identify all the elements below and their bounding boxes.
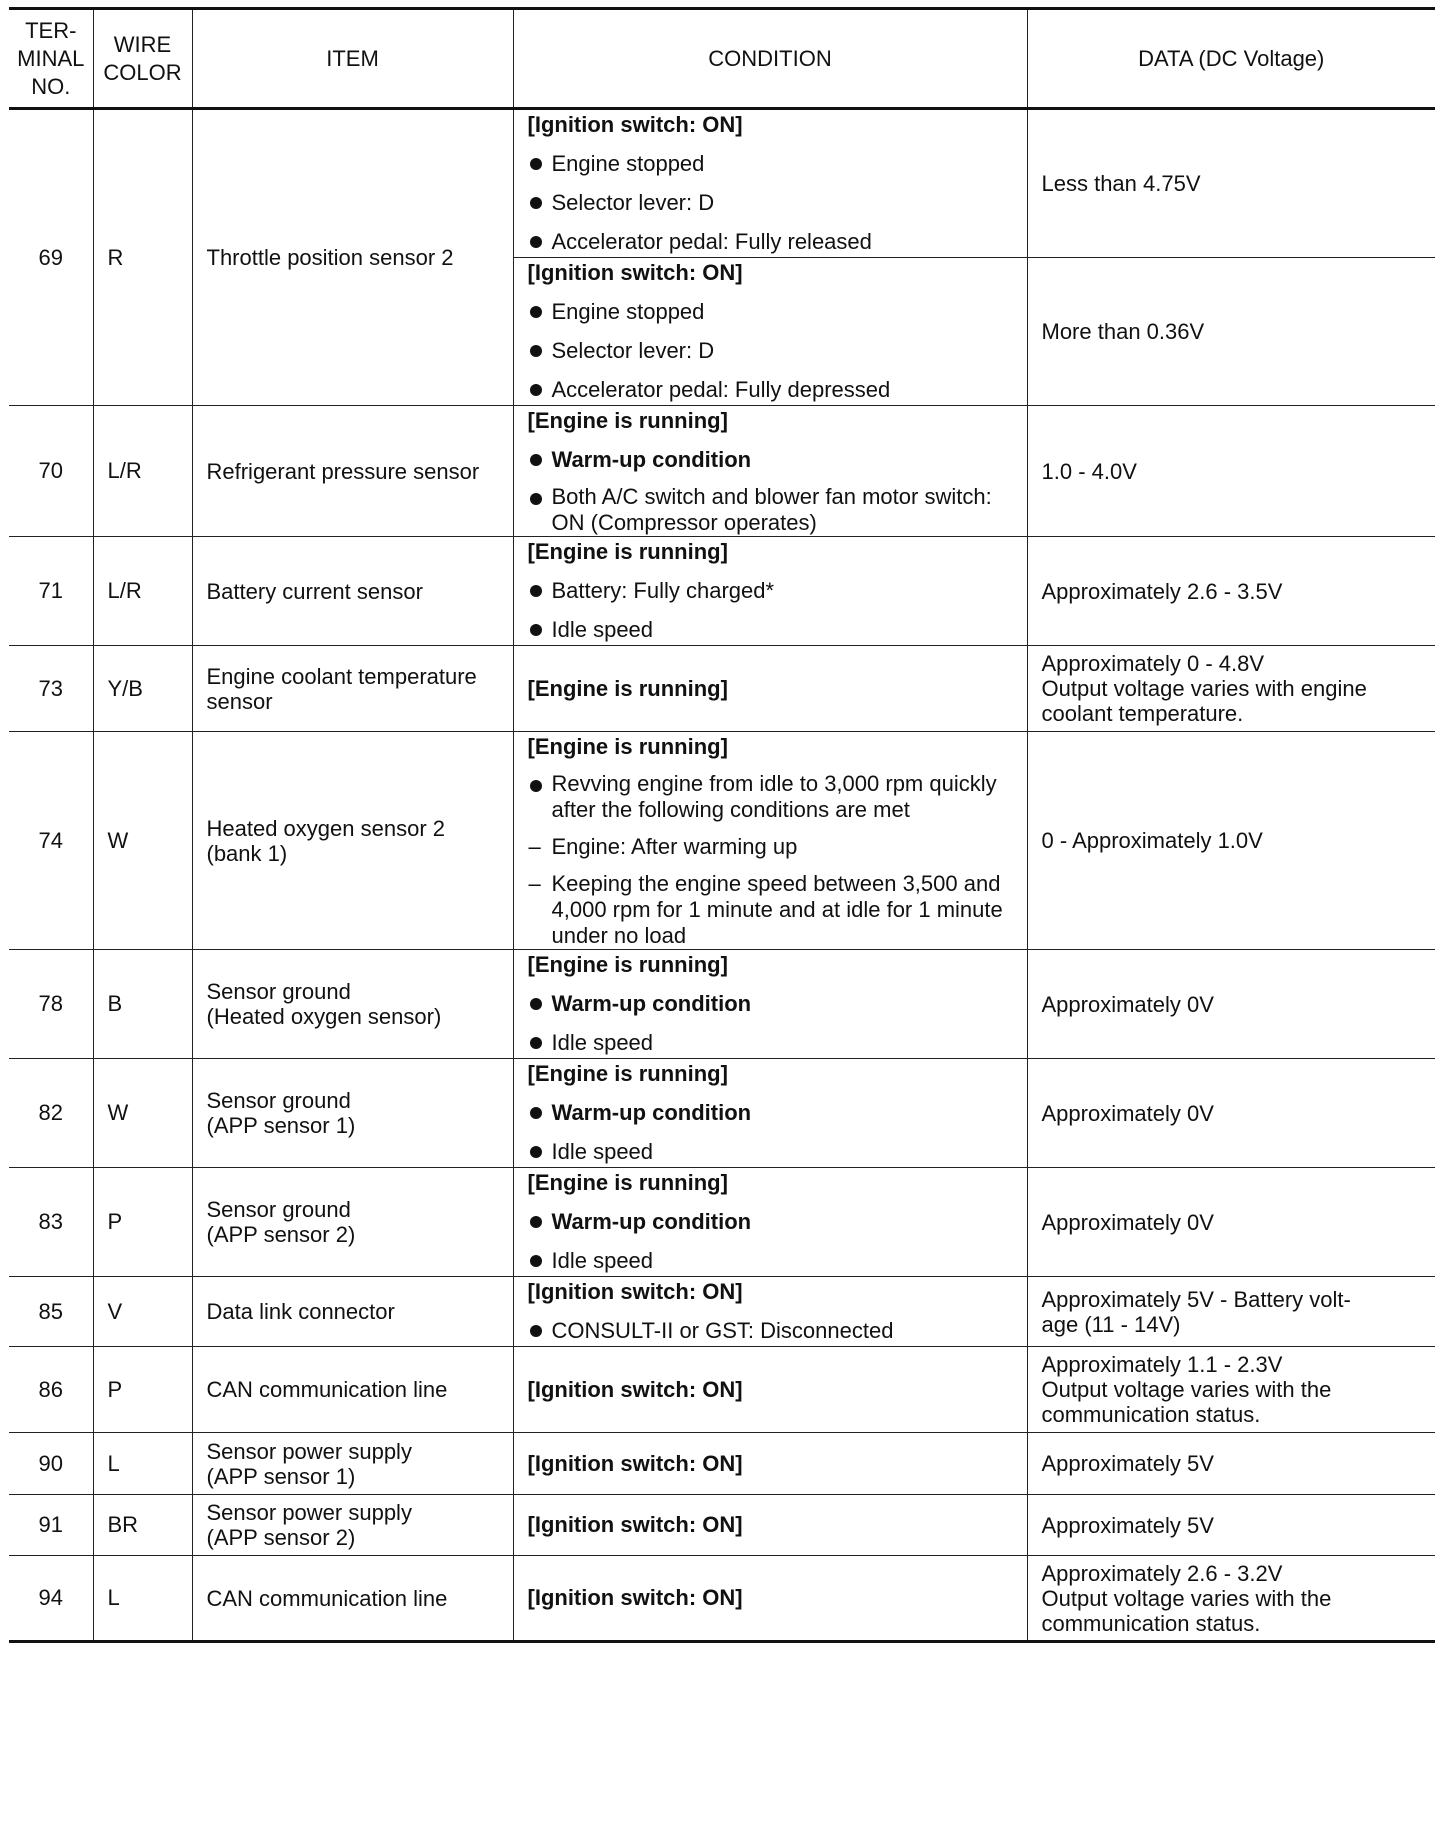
condition-cell bbox=[513, 1556, 1027, 1642]
table-row bbox=[9, 109, 1435, 258]
condition-header: [Engine is running] bbox=[527, 734, 728, 759]
condition-list bbox=[528, 771, 1013, 949]
wire-color-cell: W bbox=[93, 1059, 192, 1168]
terminal-no-cell: 70 bbox=[9, 406, 93, 537]
table-row bbox=[9, 1347, 1435, 1433]
condition-header: [Ignition switch: ON] bbox=[527, 260, 743, 285]
condition-header: [Engine is running] bbox=[527, 1170, 728, 1195]
data-voltage-cell: Approximately 2.6 - 3.2V Output voltage varies with the communication status. bbox=[1027, 1556, 1435, 1642]
data-voltage-cell: Less than 4.75V bbox=[1027, 109, 1435, 258]
header-condition: CONDITION bbox=[513, 9, 1027, 109]
wire-color-cell: L/R bbox=[93, 406, 192, 537]
header-item: ITEM bbox=[192, 9, 513, 109]
condition-item: Warm-up condition bbox=[528, 445, 1013, 475]
data-voltage-cell: Approximately 5V bbox=[1027, 1433, 1435, 1495]
condition-cell bbox=[513, 1277, 1027, 1347]
condition-list bbox=[528, 576, 1013, 645]
condition-header: [Ignition switch: ON] bbox=[527, 1450, 743, 1476]
condition-item: Revving engine from idle to 3,000 rpm quickly after the following conditions are met bbox=[528, 771, 1013, 823]
condition-item: Warm-up condition bbox=[528, 989, 1013, 1019]
condition-item: Both A/C switch and blower fan motor switch: ON (Compressor operates) bbox=[528, 484, 1013, 536]
data-voltage-cell: Approximately 2.6 - 3.5V bbox=[1027, 537, 1435, 646]
condition-list bbox=[528, 1316, 1013, 1346]
condition-cell bbox=[513, 1347, 1027, 1433]
condition-cell bbox=[513, 1059, 1027, 1168]
condition-header: [Ignition switch: ON] bbox=[527, 1376, 743, 1402]
terminal-no-cell: 82 bbox=[9, 1059, 93, 1168]
wire-color-cell: P bbox=[93, 1168, 192, 1277]
terminal-no-cell: 91 bbox=[9, 1495, 93, 1556]
table-row bbox=[9, 1277, 1435, 1347]
wire-color-cell: B bbox=[93, 950, 192, 1059]
condition-item: Warm-up condition bbox=[528, 1098, 1013, 1128]
terminal-no-cell: 69 bbox=[9, 109, 93, 406]
condition-list bbox=[528, 989, 1013, 1058]
wire-color-cell: W bbox=[93, 732, 192, 950]
condition-header: [Engine is running] bbox=[527, 1061, 728, 1086]
header-data: DATA (DC Voltage) bbox=[1027, 9, 1435, 109]
table-row bbox=[9, 537, 1435, 646]
condition-header: [Ignition switch: ON] bbox=[527, 1512, 743, 1537]
item-cell: CAN communication line bbox=[192, 1556, 513, 1642]
item-cell: CAN communication line bbox=[192, 1347, 513, 1433]
item-cell: Sensor ground (Heated oxygen sensor) bbox=[192, 950, 513, 1059]
terminal-no-cell: 74 bbox=[9, 732, 93, 950]
condition-list bbox=[528, 1207, 1013, 1276]
condition-list bbox=[528, 297, 1013, 405]
condition-list bbox=[528, 445, 1013, 536]
condition-header: [Engine is running] bbox=[527, 675, 728, 701]
condition-cell bbox=[513, 109, 1027, 258]
condition-header: [Ignition switch: ON] bbox=[527, 1585, 743, 1610]
condition-item: Idle speed bbox=[528, 615, 1013, 645]
data-voltage-cell: Approximately 1.1 - 2.3V Output voltage varies with the communication status. bbox=[1027, 1347, 1435, 1433]
condition-cell bbox=[513, 537, 1027, 646]
terminal-no-cell: 94 bbox=[9, 1556, 93, 1642]
terminal-no-cell: 85 bbox=[9, 1277, 93, 1347]
item-cell: Sensor ground (APP sensor 2) bbox=[192, 1168, 513, 1277]
condition-header: [Ignition switch: ON] bbox=[527, 1279, 743, 1304]
item-cell: Throttle position sensor 2 bbox=[192, 109, 513, 406]
condition-cell bbox=[513, 1168, 1027, 1277]
terminal-no-cell: 83 bbox=[9, 1168, 93, 1277]
condition-item: Battery: Fully charged* bbox=[528, 576, 1013, 606]
data-voltage-cell: Approximately 5V - Battery volt- age (11 - 14V) bbox=[1027, 1277, 1435, 1347]
table-row bbox=[9, 1168, 1435, 1277]
condition-list bbox=[528, 1098, 1013, 1167]
table-row bbox=[9, 950, 1435, 1059]
data-voltage-cell: Approximately 0V bbox=[1027, 950, 1435, 1059]
item-cell: Refrigerant pressure sensor bbox=[192, 406, 513, 537]
condition-header: [Engine is running] bbox=[527, 539, 728, 564]
wire-color-cell: L bbox=[93, 1556, 192, 1642]
table-row bbox=[9, 1059, 1435, 1168]
data-voltage-cell: 0 - Approximately 1.0V bbox=[1027, 732, 1435, 950]
condition-cell bbox=[513, 950, 1027, 1059]
condition-cell bbox=[513, 646, 1027, 732]
condition-item: – Keeping the engine speed between 3,500 and 4,000 rpm for 1 minute and at idle for 1 minute under no load bbox=[528, 871, 1013, 949]
data-voltage-cell: Approximately 5V bbox=[1027, 1495, 1435, 1556]
condition-cell bbox=[513, 1433, 1027, 1495]
wire-color-cell: P bbox=[93, 1347, 192, 1433]
terminal-no-cell: 73 bbox=[9, 646, 93, 732]
wire-color-cell: V bbox=[93, 1277, 192, 1347]
condition-item: Idle speed bbox=[528, 1028, 1013, 1058]
table-row bbox=[9, 732, 1435, 950]
item-cell: Sensor ground (APP sensor 1) bbox=[192, 1059, 513, 1168]
table-row bbox=[9, 1433, 1435, 1495]
data-voltage-cell: Approximately 0 - 4.8V Output voltage varies with engine coolant temperature. bbox=[1027, 646, 1435, 732]
item-cell: Engine coolant temperature sensor bbox=[192, 646, 513, 732]
condition-cell bbox=[513, 258, 1027, 406]
condition-item: Accelerator pedal: Fully released bbox=[528, 227, 1013, 257]
data-voltage-cell: 1.0 - 4.0V bbox=[1027, 406, 1435, 537]
data-voltage-cell: Approximately 0V bbox=[1027, 1168, 1435, 1277]
condition-item: Idle speed bbox=[528, 1246, 1013, 1276]
item-cell: Data link connector bbox=[192, 1277, 513, 1347]
item-cell: Sensor power supply (APP sensor 1) bbox=[192, 1433, 513, 1495]
terminal-data-table bbox=[9, 7, 1435, 1643]
wire-color-cell: L bbox=[93, 1433, 192, 1495]
condition-header: [Ignition switch: ON] bbox=[527, 112, 743, 137]
table-row bbox=[9, 406, 1435, 537]
table-row bbox=[9, 1556, 1435, 1642]
terminal-no-cell: 78 bbox=[9, 950, 93, 1059]
condition-list bbox=[528, 149, 1013, 257]
header-row bbox=[9, 9, 1435, 109]
terminal-no-cell: 90 bbox=[9, 1433, 93, 1495]
condition-item: Engine stopped bbox=[528, 297, 1013, 327]
wire-color-cell: L/R bbox=[93, 537, 192, 646]
terminal-no-cell: 71 bbox=[9, 537, 93, 646]
header-terminal-no: TER- MINAL NO. bbox=[9, 9, 93, 109]
header-wire-color: WIRE COLOR bbox=[93, 9, 192, 109]
data-voltage-cell: Approximately 0V bbox=[1027, 1059, 1435, 1168]
condition-item: Selector lever: D bbox=[528, 336, 1013, 366]
table-row bbox=[9, 1495, 1435, 1556]
wire-color-cell: BR bbox=[93, 1495, 192, 1556]
condition-item: – Engine: After warming up bbox=[528, 832, 1013, 862]
condition-cell bbox=[513, 406, 1027, 537]
wire-color-cell: Y/B bbox=[93, 646, 192, 732]
condition-item: Warm-up condition bbox=[528, 1207, 1013, 1237]
condition-cell bbox=[513, 1495, 1027, 1556]
table-row bbox=[9, 646, 1435, 732]
condition-header: [Engine is running] bbox=[527, 952, 728, 977]
condition-cell bbox=[513, 732, 1027, 950]
item-cell: Heated oxygen sensor 2 (bank 1) bbox=[192, 732, 513, 950]
table-body bbox=[9, 109, 1435, 1642]
condition-item: CONSULT-II or GST: Disconnected bbox=[528, 1316, 1013, 1346]
condition-item: Idle speed bbox=[528, 1137, 1013, 1167]
item-cell: Battery current sensor bbox=[192, 537, 513, 646]
data-voltage-cell: More than 0.36V bbox=[1027, 258, 1435, 406]
condition-item: Engine stopped bbox=[528, 149, 1013, 179]
condition-item: Accelerator pedal: Fully depressed bbox=[528, 375, 1013, 405]
condition-header: [Engine is running] bbox=[527, 408, 728, 433]
condition-item: Selector lever: D bbox=[528, 188, 1013, 218]
wire-color-cell: R bbox=[93, 109, 192, 406]
item-cell: Sensor power supply (APP sensor 2) bbox=[192, 1495, 513, 1556]
terminal-no-cell: 86 bbox=[9, 1347, 93, 1433]
